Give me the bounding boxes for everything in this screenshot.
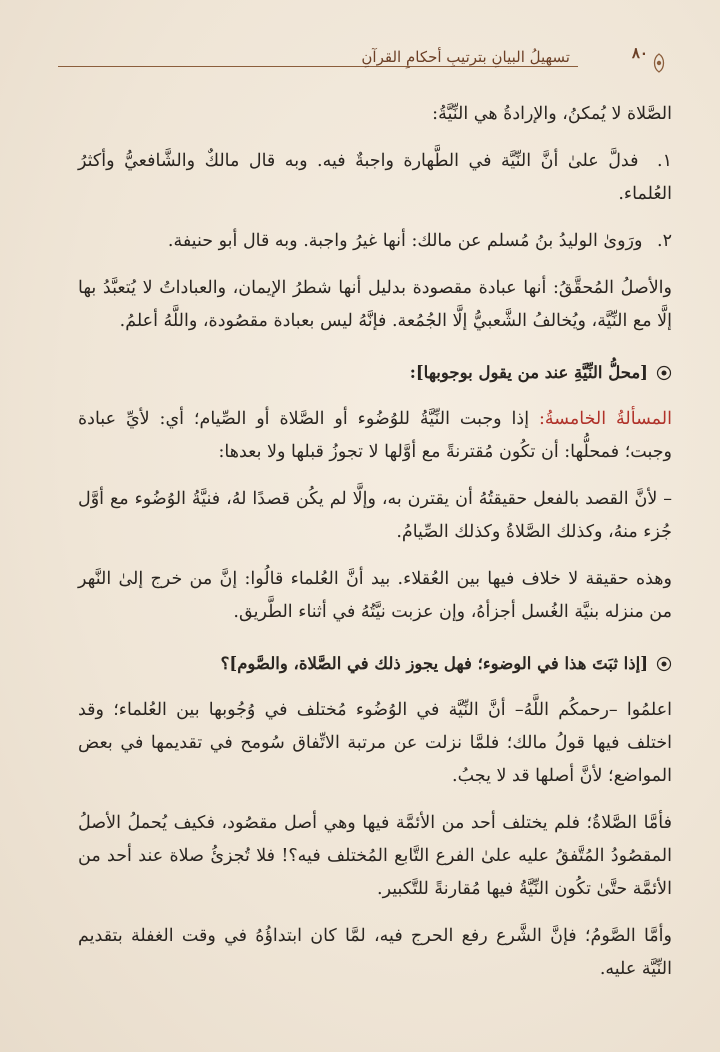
list-item-number: ١. (657, 151, 672, 171)
paragraph: وأمَّا الصَّومُ؛ فإنَّ الشَّرع رفع الحرج فيه، لمَّا كان ابتداؤُهُ في وقت الغفلة بتقديم النِّيَّة عليه. (78, 926, 672, 979)
paragraph: فأمَّا الصَّلاةُ؛ فلم يختلف أحد من الأئمَّة فيها وهي أصل مقصُود، فكيف يُحملُ الأصلُ المقصُودُ المُتَّفقُ عليه علىٰ الفرع التَّابع المُختلف فيه؟! فلا تُجزئُ صلاة عند أحد من الأئمَّة حتَّىٰ تكُون النِّيَّةُ فيها مُقارنةً للتَّكبير. (78, 813, 672, 899)
list-item-text: فدلَّ علىٰ أنَّ النِّيَّة في الطَّهارة واجبةٌ فيه. وبه قال مالكٌ والشَّافعيُّ وأكثرُ العُلماء. (78, 151, 672, 204)
list-item-text: ورَوىٰ الوليدُ بنُ مُسلم عن مالك: أنها غيرُ واجبة. وبه قال أبو حنيفة. (167, 231, 643, 251)
page-number: ٨٠ (631, 44, 648, 62)
paragraph: والأصلُ المُحقَّقُ: أنها عبادة مقصودة بدليل أنها شطرُ الإيمان، والعباداتُ لا يُتعبَّدُ بها إلَّا مع النِّيَّة، ويُخالفُ الشَّعبيُّ إلَّا الجُمُعة. فإنَّهُ ليس بعبادة مقصُودة، واللَّهُ أعلمُ. (78, 278, 672, 331)
flower-bullet-icon (656, 656, 672, 672)
section-heading (78, 647, 672, 680)
floral-ornament-icon (648, 52, 670, 74)
paragraph: – لأنَّ القصد بالفعل حقيقتُهُ أن يقترن به، وإلَّا لم يكُن قصدًا لهُ، فنيَّةُ الوُضُوء مع أوَّل جُزء منهُ، وكذلك الصَّلاةُ وكذلك الصِّيامُ. (78, 489, 672, 542)
running-header (58, 44, 670, 84)
paragraph: وهذه حقيقة لا خلاف فيها بين العُقلاء. بيد أنَّ العُلماء قالُوا: إنَّ من خرج إلىٰ النَّهر من منزله بنيَّة الغُسل أجزأهُ، وإن عزبت نيَّتُهُ في أثناء الطَّريق. (78, 569, 672, 622)
section-heading-text: [إذا ثبَتَ هذا في الوضوء؛ فهل يجوز ذلك في الصَّلاة، والصَّوم]؟ (220, 654, 648, 673)
paragraph-text: إذا وجبت النِّيَّةُ للوُضُوء أو الصَّلاة أو الصِّيام؛ أي: لأيِّ عبادة وجبت؛ فمحلُّها: أن تكُون مُقترنةً مع أوَّلها لا تجوزُ قبلها ولا بعدها: (78, 409, 672, 462)
list-item (78, 145, 672, 211)
list-item (78, 225, 672, 258)
page-content (78, 98, 672, 986)
section-heading-text: [محلُّ النِّيَّةِ عند من يقول بوجوبها]: (409, 363, 648, 382)
paragraph: اعلمُوا –رحمكُم اللَّهُ– أنَّ النِّيَّة في الوُضُوء مُختلف في وُجُوبها بين العُلماء؛ وقد اختلف فيها قولُ مالك؛ فلمَّا نزلت عن مرتبة الاتِّفاق سُومح في تقديمها في بعض المواضع؛ لأنَّ أصلها قد لا يجبُ. (78, 700, 672, 786)
section-heading (78, 356, 672, 389)
book-title: تسهيلُ البيانِ بترتيبِ أحكامِ القرآنِ (361, 48, 570, 66)
paragraph: الصَّلاة لا يُمكنُ، والإرادةُ هي النِّيَّةُ: (432, 104, 672, 124)
list-item-number: ٢. (657, 231, 672, 251)
header-rule (58, 66, 578, 67)
issue-label: المسألةُ الخامسةُ: (539, 409, 672, 429)
flower-bullet-icon (656, 365, 672, 381)
paragraph (78, 403, 672, 469)
